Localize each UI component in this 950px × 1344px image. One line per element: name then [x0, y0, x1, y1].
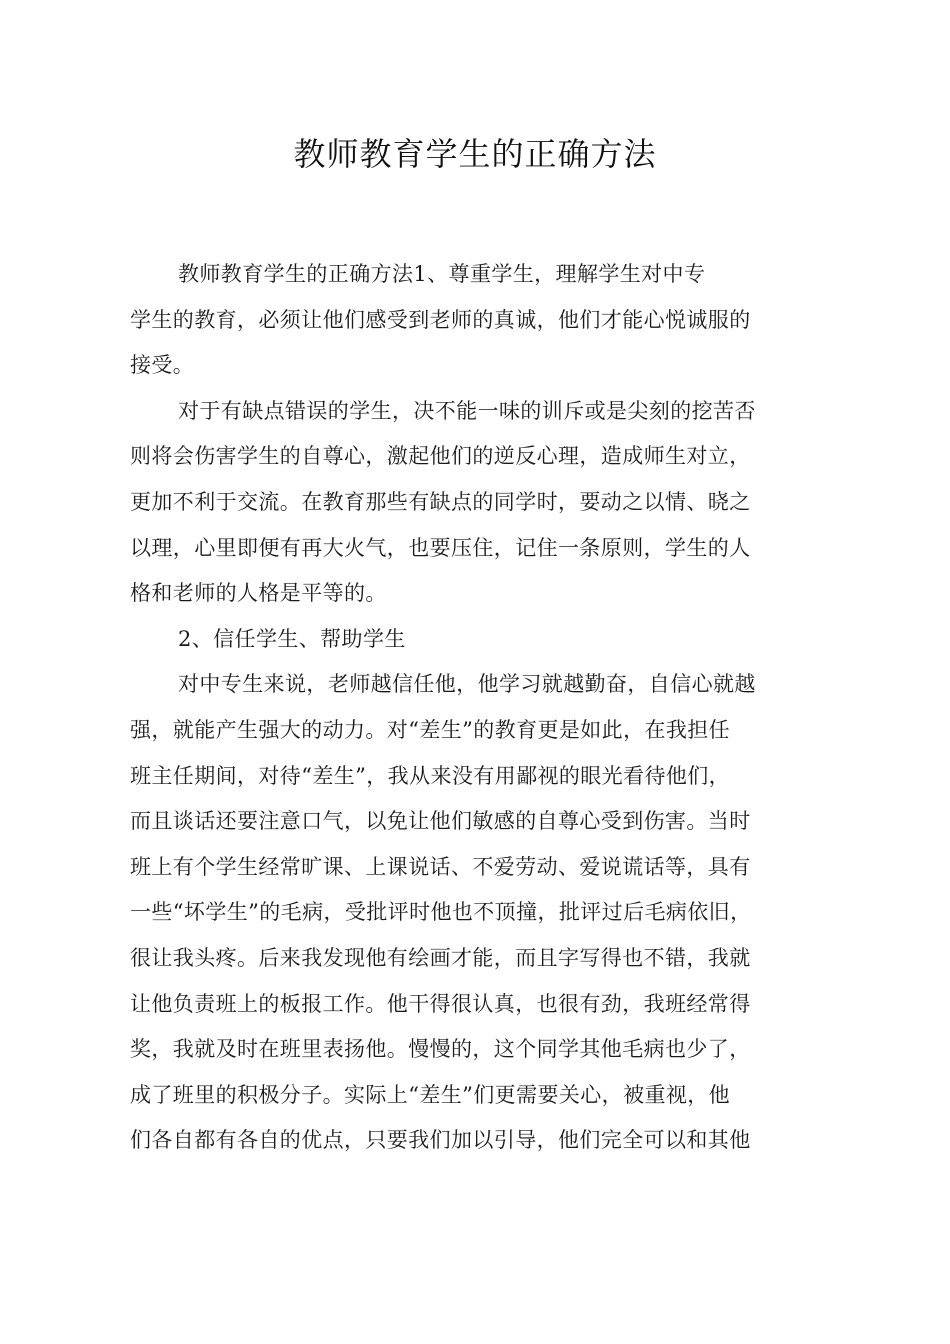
document-title: 教师教育学生的正确方法 — [293, 135, 657, 173]
text-line: 成了班里的积极分子。实际上“差生”们更需要关心，被重视，他 — [130, 1082, 731, 1107]
text-line: 接受。 — [130, 353, 195, 378]
text-line: 则将会伤害学生的自尊心，激起他们的逆反心理，造成师生对立， — [130, 444, 751, 469]
text-line: 强，就能产生强大的动力。对“差生”的教育更是如此，在我担任 — [130, 717, 731, 742]
text-line: 对于有缺点错误的学生，决不能一味的训斥或是尖刻的挖苦否 — [178, 398, 756, 423]
text-line: 格和老师的人格是平等的。 — [130, 581, 387, 606]
text-line: 奖，我就及时在班里表扬他。慢慢的，这个同学其他毛病也少了， — [130, 1037, 751, 1062]
text-line: 班主任期间，对待“差生”，我从来没有用鄙视的眼光看待他们， — [130, 763, 731, 788]
text-line: 以理，心里即便有再大火气，也要压住，记住一条原则，学生的人 — [130, 535, 751, 560]
text-line: 学生的教育，必须让他们感受到老师的真诚，他们才能心悦诚服的 — [130, 307, 751, 332]
text-line: 让他负责班上的板报工作。他干得很认真，也很有劲，我班经常得 — [130, 991, 751, 1016]
text-line: 们各自都有各自的优点，只要我们加以引导，他们完全可以和其他 — [130, 1128, 751, 1153]
text-line: 2、信任学生、帮助学生 — [178, 626, 406, 651]
document-body — [130, 252, 850, 1164]
text-line: 而且谈话还要注意口气，以免让他们敏感的自尊心受到伤害。当时 — [130, 809, 751, 834]
text-line: 教师教育学生的正确方法1、尊重学生，理解学生对中专 — [178, 262, 706, 286]
text-line: 一些“坏学生”的毛病，受批评时他也不顶撞，批评过后毛病依旧， — [130, 900, 752, 925]
text-line: 很让我头疼。后来我发现他有绘画才能，而且字写得也不错，我就 — [130, 945, 751, 970]
text-line: 更加不利于交流。在教育那些有缺点的同学时，要动之以情、晓之 — [130, 489, 751, 514]
text-line: 班上有个学生经常旷课、上课说话、不爱劳动、爱说谎话等，具有 — [130, 854, 751, 879]
text-line: 对中专生来说，老师越信任他，他学习就越勤奋，自信心就越 — [178, 672, 756, 697]
